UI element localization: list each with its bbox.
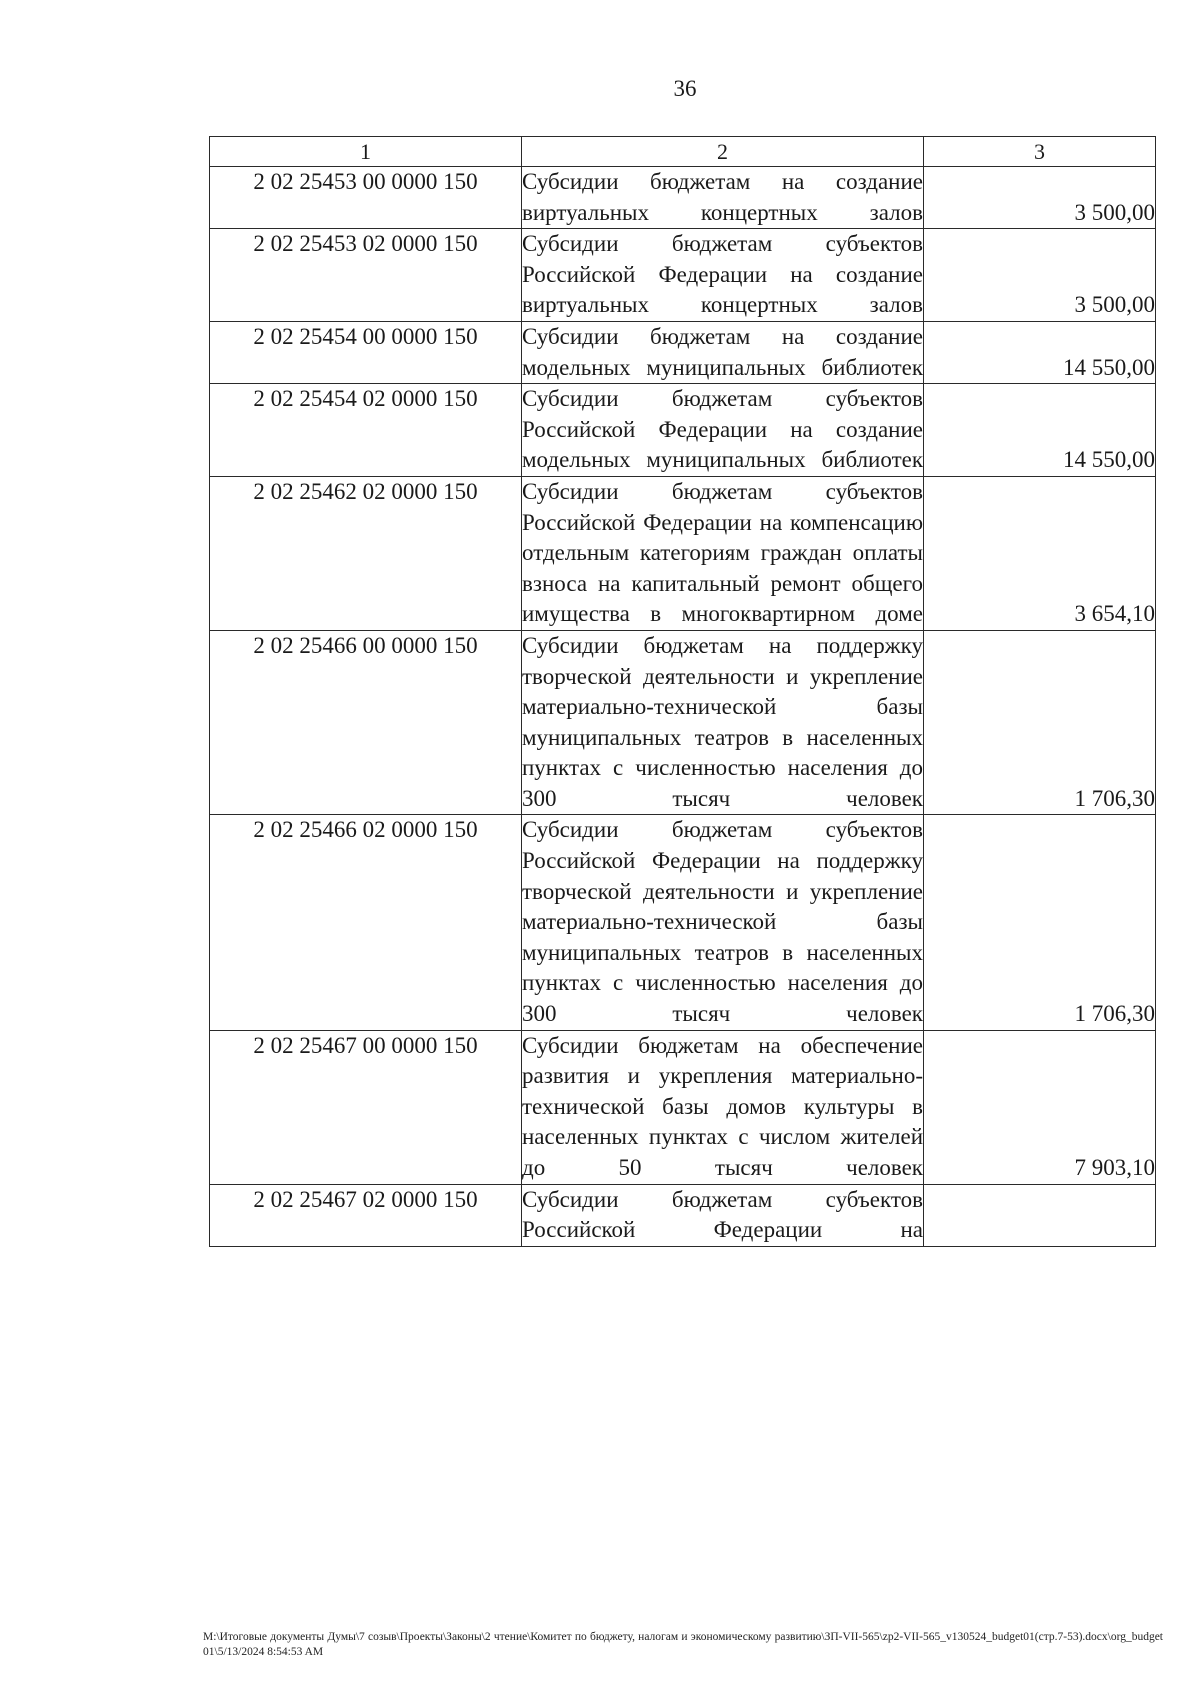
row-amount: 7 903,10 [924, 1030, 1156, 1184]
row-amount: 3 500,00 [924, 167, 1156, 229]
row-amount: 14 550,00 [924, 321, 1156, 383]
table-row [210, 476, 1156, 630]
table-row [210, 1030, 1156, 1184]
table-row [210, 384, 1156, 477]
row-description: Субсидии бюджетам субъектов Российской Федерации на поддержку творческой деятельности и укрепление материально-технической базы муниципальных театров в населенных пунктах с численностью населения до 300 тысяч человек [522, 815, 924, 1030]
row-code: 2 02 25466 02 0000 150 [210, 815, 522, 1030]
table-row [210, 630, 1156, 815]
row-description: Субсидии бюджетам субъектов Российской Федерации на [522, 1184, 924, 1246]
row-amount: 3 654,10 [924, 476, 1156, 630]
row-description: Субсидии бюджетам на создание модельных муниципальных библиотек [522, 321, 924, 383]
row-code: 2 02 25467 00 0000 150 [210, 1030, 522, 1184]
table-row [210, 321, 1156, 383]
row-description: Субсидии бюджетам на поддержку творческой деятельности и укрепление материально-технической базы муниципальных театров в населенных пунктах с численностью населения до 300 тысяч человек [522, 630, 924, 815]
row-amount: 1 706,30 [924, 630, 1156, 815]
row-code: 2 02 25454 02 0000 150 [210, 384, 522, 477]
row-code: 2 02 25454 00 0000 150 [210, 321, 522, 383]
table-row [210, 167, 1156, 229]
row-code: 2 02 25467 02 0000 150 [210, 1184, 522, 1246]
row-description: Субсидии бюджетам на создание виртуальных концертных залов [522, 167, 924, 229]
row-code: 2 02 25453 00 0000 150 [210, 167, 522, 229]
row-code: 2 02 25462 02 0000 150 [210, 476, 522, 630]
row-description: Субсидии бюджетам субъектов Российской Федерации на компенсацию отдельным категориям граждан оплаты взноса на капитальный ремонт общего имущества в многоквартирном доме [522, 476, 924, 630]
column-header-description: 2 [522, 137, 924, 167]
row-code: 2 02 25466 00 0000 150 [210, 630, 522, 815]
footer-file-path: M:\Итоговые документы Думы\7 созыв\Проекты\Законы\2 чтение\Комитет по бюджету, налогам и экономическому развитию\ЗП-VII-565\zp2-VII-565_v130524_budget01(стр.7-53).docx\org_budget01\5/13/2024 8:54:53 AM [203, 1631, 1163, 1658]
table-row [210, 1184, 1156, 1246]
table-row [210, 229, 1156, 322]
row-description: Субсидии бюджетам субъектов Российской Федерации на создание модельных муниципальных библиотек [522, 384, 924, 477]
row-description: Субсидии бюджетам на обеспечение развития и укрепления материально-технической базы домов культуры в населенных пунктах с числом жителей до 50 тысяч человек [522, 1030, 924, 1184]
table-header-row [210, 137, 1156, 167]
table-row [210, 815, 1156, 1030]
row-amount: 14 550,00 [924, 384, 1156, 477]
row-amount [924, 1184, 1156, 1246]
budget-table [209, 136, 1156, 1247]
row-description: Субсидии бюджетам субъектов Российской Федерации на создание виртуальных концертных залов [522, 229, 924, 322]
row-amount: 1 706,30 [924, 815, 1156, 1030]
row-code: 2 02 25453 02 0000 150 [210, 229, 522, 322]
page-number: 36 [673, 76, 697, 101]
column-header-code: 1 [210, 137, 522, 167]
row-amount: 3 500,00 [924, 229, 1156, 322]
column-header-amount: 3 [924, 137, 1156, 167]
